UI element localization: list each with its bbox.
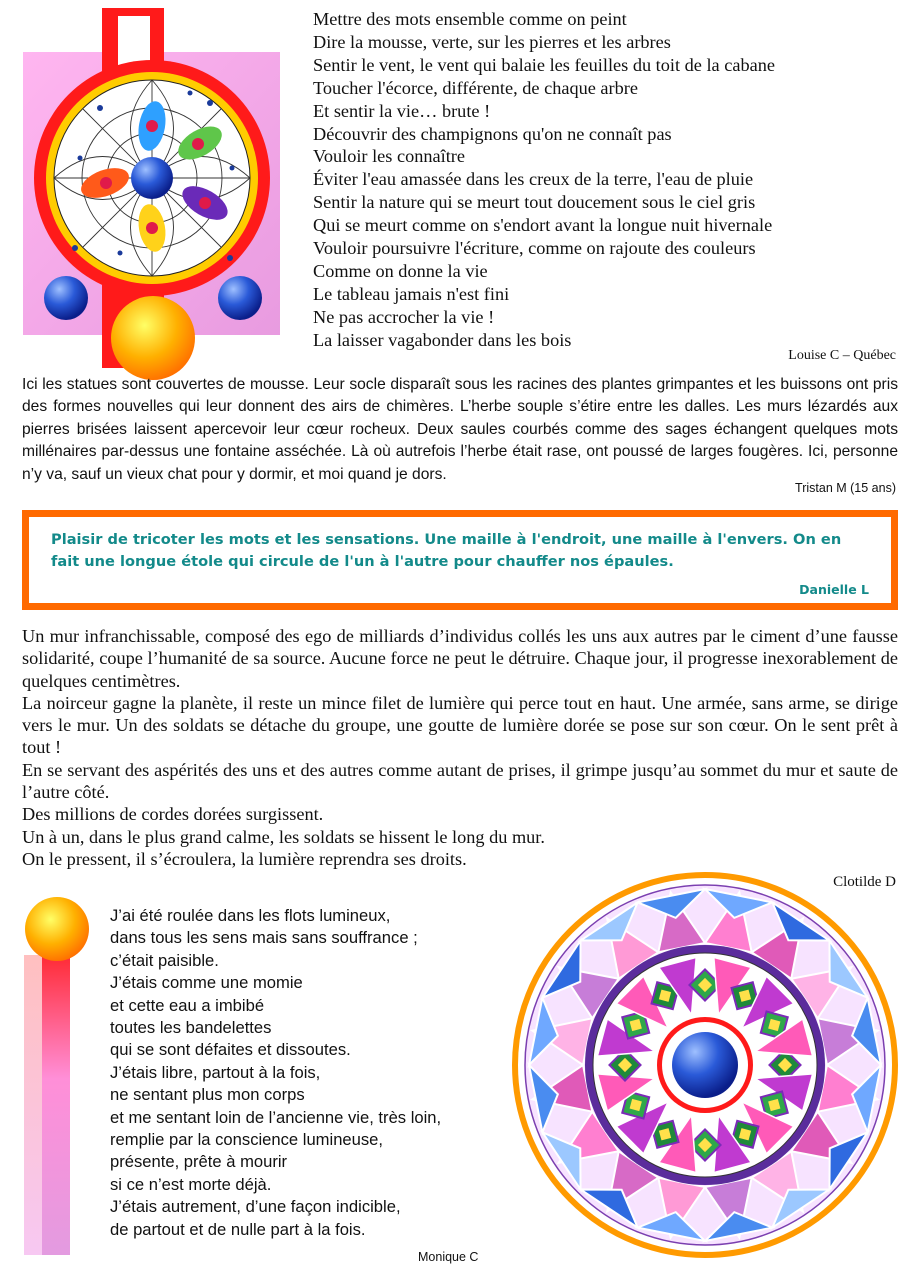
poem-line: J’étais libre, partout à la fois, bbox=[110, 1062, 321, 1082]
poem-line: Qui se meurt comme on s'endort avant la longue nuit hivernale bbox=[313, 215, 773, 236]
poem-line: La laisser vagabonder dans les bois bbox=[313, 329, 572, 350]
quote-box bbox=[22, 510, 898, 610]
poem-monique bbox=[110, 905, 510, 1241]
poem-line: si ce n’est morte déjà. bbox=[110, 1174, 272, 1194]
poem-line: Mettre des mots ensemble comme on peint bbox=[313, 9, 627, 29]
poem-line: J’étais autrement, d’une façon indicible, bbox=[110, 1197, 401, 1217]
poem-louise bbox=[313, 8, 903, 352]
poem-line: ne sentant plus mon corps bbox=[110, 1085, 305, 1105]
poem-line: Comme on donne la vie bbox=[313, 260, 488, 281]
poem-line: de partout et de nulle part à la fois. bbox=[110, 1219, 366, 1239]
poem-line: Toucher l'écorce, différente, de chaque arbre bbox=[313, 77, 638, 98]
mandala-illustration-bottom bbox=[508, 868, 902, 1262]
poem-line: Et sentir la vie… brute ! bbox=[313, 100, 491, 121]
mandala-illustration-top bbox=[20, 8, 290, 380]
poem-line: Vouloir les connaître bbox=[313, 146, 465, 167]
paragraph-tristan: Ici les statues sont couvertes de mousse. Leur socle disparaît sous les racines des plantes grimpantes et les buissons ont pris des formes nouvelles qui leur donnent des airs de chimères. L’herbe souple s’étire entre les dalles. Les murs lézardés aux pierres brisées laissent apercevoir leur cœur rocheux. Deux saules courbés comme des sages échangent quelques mots millénaires par-dessus une fontaine asséchée. Là où autrefois l’herbe était rase, ont poussé de larges fougères. Ici, personne n’y va, sauf un vieux chat pour y dormir, et moi quand je dors. bbox=[22, 376, 898, 483]
poem-line: Dire la mousse, verte, sur les pierres et les arbres bbox=[313, 31, 671, 52]
paragraph-line: Des millions de cordes dorées surgissent. bbox=[22, 804, 324, 825]
pillar-illustration bbox=[22, 895, 97, 1257]
signature-clotilde: Clotilde D bbox=[833, 874, 896, 890]
quote-text: Plaisir de tricoter les mots et les sensations. Une maille à l'endroit, une maille à l'envers. On en fait une longue étole qui circule de l'un à l'autre pour chauffer nos épaules. bbox=[51, 531, 842, 570]
poem-line: J’ai été roulée dans les flots lumineux, bbox=[110, 906, 391, 925]
poem-line: c’était paisible. bbox=[110, 950, 219, 970]
signature-louise: Louise C – Québec bbox=[788, 348, 896, 363]
paragraph-mur bbox=[22, 625, 898, 870]
poem-line: et cette eau a imbibé bbox=[110, 995, 265, 1015]
poem-line: présente, prête à mourir bbox=[110, 1152, 288, 1172]
poem-line: remplie par la conscience lumineuse, bbox=[110, 1130, 384, 1150]
paragraph-line: En se servant des aspérités des uns et des autres comme autant de prises, il grimpe jusqu’au sommet du mur et saute de l’autre côté. bbox=[22, 759, 898, 803]
poem-line: Ne pas accrocher la vie ! bbox=[313, 306, 495, 327]
poem-line: dans tous les sens mais sans souffrance ; bbox=[110, 928, 418, 948]
poem-line: Vouloir poursuivre l'écriture, comme on rajoute des couleurs bbox=[313, 238, 756, 259]
paragraph-line: Un à un, dans le plus grand calme, les soldats se hissent le long du mur. bbox=[22, 826, 545, 847]
poem-line: toutes les bandelettes bbox=[110, 1018, 272, 1038]
paragraph-line: La noirceur gagne la planète, il reste un mince filet de lumière qui perce tout en haut. Une armée, sans arme, se dirige vers le mur. Un des soldats se détache du groupe, une goutte de lumière dorée se pose sur son cœur. On le sent prêt à tout ! bbox=[22, 692, 898, 758]
paragraph-line: Un mur infranchissable, composé des ego de milliards d’individus collés les uns aux autres par le ciment d’une fausse solidarité, coupe l’humanité de sa source. Aucune force ne peut le détruire. Chaque jour, il progresse inexorablement de quelques centimètres. bbox=[22, 626, 898, 691]
signature-tristan: Tristan M (15 ans) bbox=[795, 481, 896, 495]
poem-line: J’étais comme une momie bbox=[110, 973, 303, 993]
poem-line: Sentir la nature qui se meurt tout doucement sous le ciel gris bbox=[313, 192, 756, 213]
poem-line: qui se sont défaites et dissoutes. bbox=[110, 1040, 351, 1060]
signature-monique: Monique C bbox=[418, 1250, 479, 1264]
poem-line: Découvrir des champignons qu'on ne connaît pas bbox=[313, 123, 672, 144]
poem-line: Éviter l'eau amassée dans les creux de la terre, l'eau de pluie bbox=[313, 169, 754, 190]
poem-line: Le tableau jamais n'est fini bbox=[313, 283, 510, 304]
paragraph-line: On le pressent, il s’écroulera, la lumière reprendra ses droits. bbox=[22, 848, 467, 869]
poem-line: et me sentant loin de l’ancienne vie, très loin, bbox=[110, 1107, 442, 1127]
signature-danielle: Danielle L bbox=[799, 582, 869, 597]
poem-line: Sentir le vent, le vent qui balaie les feuilles du toit de la cabane bbox=[313, 54, 775, 75]
